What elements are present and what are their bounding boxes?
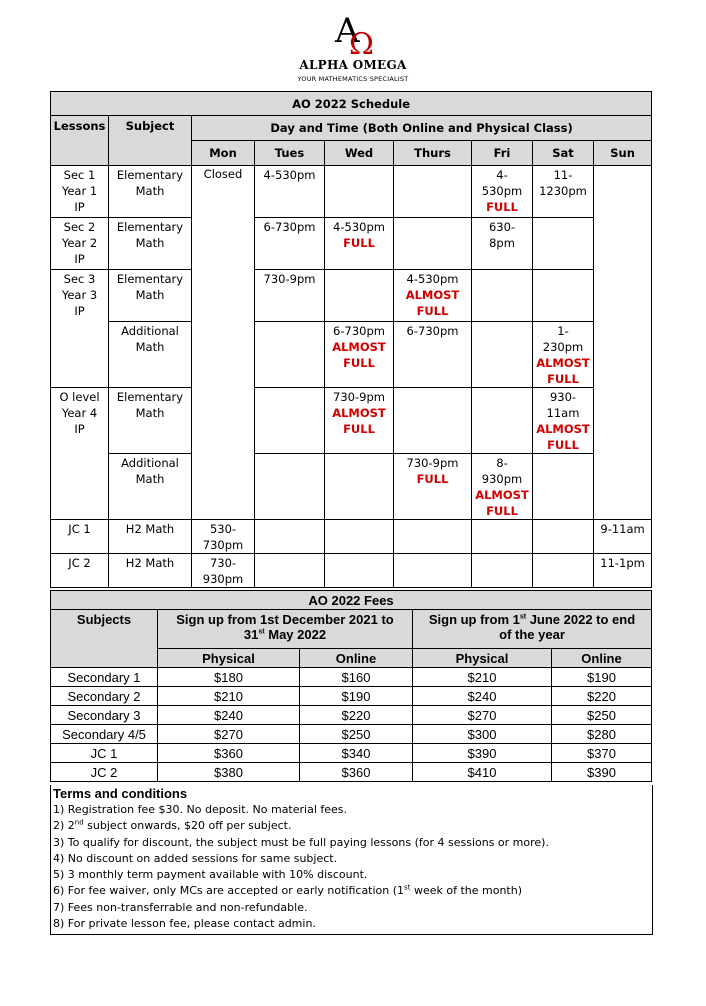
p2-physical-cell: $240	[413, 687, 552, 706]
schedule-title: AO 2022 Schedule	[51, 92, 652, 116]
subject-cell: Secondary 3	[51, 706, 158, 725]
day-header-wed: Wed	[325, 141, 394, 166]
term-item: 6) For fee waiver, only MCs are accepted or early notification (1st week of the month)	[53, 883, 522, 898]
wed-cell	[325, 554, 394, 588]
term-item: 2) 2nd subject onwards, $20 off per subject.	[53, 818, 292, 833]
subject-cell: Elementary Math	[109, 388, 192, 454]
p2-online-cell: $390	[552, 763, 652, 782]
subject-cell: JC 2	[51, 763, 158, 782]
wed-cell	[325, 520, 394, 554]
wed-cell	[325, 166, 394, 218]
tues-cell: 4-530pm	[255, 166, 325, 218]
p1-online-cell: $340	[300, 744, 413, 763]
brand-name: ALPHA OMEGA	[299, 58, 407, 72]
fees-row	[51, 706, 652, 725]
schedule-row	[51, 454, 652, 520]
subject-cell: Elementary Math	[109, 166, 192, 218]
day-header-fri: Fri	[472, 141, 533, 166]
sat-cell	[533, 218, 594, 270]
subject-cell: Secondary 4/5	[51, 725, 158, 744]
brand-tagline: YOUR MATHEMATICS SPECIALIST	[297, 75, 409, 83]
tues-cell: 730-9pm	[255, 270, 325, 322]
schedule-row	[51, 218, 652, 270]
p2-physical-cell: $300	[413, 725, 552, 744]
p1-physical-cell: $270	[158, 725, 300, 744]
sat-cell	[533, 270, 594, 322]
term-item: 7) Fees non-transferrable and non-refundable.	[53, 900, 308, 914]
p1-online-cell: $360	[300, 763, 413, 782]
p2-online-cell: $370	[552, 744, 652, 763]
subject-header: Subject	[109, 116, 192, 166]
term-item: 8) For private lesson fee, please contact admin.	[53, 917, 316, 931]
schedule-row	[51, 166, 652, 218]
wed-cell: 6-730pm ALMOST FULL	[325, 322, 394, 388]
fri-cell: 8- 930pm ALMOST FULL	[472, 454, 533, 520]
p1-physical-cell: $380	[158, 763, 300, 782]
thurs-cell: 6-730pm	[394, 322, 472, 388]
fri-cell	[472, 388, 533, 454]
p1-online-header: Online	[300, 649, 413, 668]
fri-cell	[472, 554, 533, 588]
period2-header: Sign up from 1st June 2022 to end of the year	[413, 610, 652, 649]
p2-online-cell: $280	[552, 725, 652, 744]
lesson-cell: JC 1	[51, 520, 109, 554]
p2-physical-header: Physical	[413, 649, 552, 668]
wed-cell: 4-530pm FULL	[325, 218, 394, 270]
day-header-tues: Tues	[255, 141, 325, 166]
thurs-cell	[394, 166, 472, 218]
subjects-header: Subjects	[51, 610, 158, 668]
lesson-cell: Sec 2 Year 2 IP	[51, 218, 109, 270]
mon-cell: 730- 930pm	[192, 554, 255, 588]
logo	[0, 0, 706, 90]
p1-physical-cell: $360	[158, 744, 300, 763]
p1-physical-header: Physical	[158, 649, 300, 668]
day-header-sun: Sun	[594, 141, 652, 166]
wed-cell	[325, 270, 394, 322]
fri-cell	[472, 520, 533, 554]
sat-cell: 11- 1230pm	[533, 166, 594, 218]
sat-cell	[533, 454, 594, 520]
p1-online-cell: $160	[300, 668, 413, 687]
lessons-header: Lessons	[51, 116, 109, 166]
period1-header: Sign up from 1st December 2021 to 31st May 2022	[158, 610, 413, 649]
fri-cell: 630- 8pm	[472, 218, 533, 270]
thurs-cell: 4-530pm ALMOST FULL	[394, 270, 472, 322]
subject-cell: H2 Math	[109, 554, 192, 588]
subject-cell: H2 Math	[109, 520, 192, 554]
p2-physical-cell: $390	[413, 744, 552, 763]
day-header-thurs: Thurs	[394, 141, 472, 166]
p1-physical-cell: $210	[158, 687, 300, 706]
sun-cell: 9-11am	[594, 520, 652, 554]
thurs-cell	[394, 520, 472, 554]
thurs-cell	[394, 388, 472, 454]
schedule-row	[51, 270, 652, 322]
tues-cell	[255, 520, 325, 554]
subject-cell: Additional Math	[109, 454, 192, 520]
term-item: 4) No discount on added sessions for same subject.	[53, 851, 338, 865]
p1-online-cell: $190	[300, 687, 413, 706]
subject-cell: Elementary Math	[109, 218, 192, 270]
tues-cell	[255, 554, 325, 588]
tues-cell	[255, 322, 325, 388]
p2-physical-cell: $410	[413, 763, 552, 782]
sun-cell: 11-1pm	[594, 554, 652, 588]
subject-cell: Secondary 2	[51, 687, 158, 706]
schedule-row	[51, 520, 652, 554]
tues-cell	[255, 454, 325, 520]
fees-row	[51, 763, 652, 782]
mon-cell: 530- 730pm	[192, 520, 255, 554]
p2-physical-cell: $270	[413, 706, 552, 725]
tues-cell	[255, 388, 325, 454]
p1-physical-cell: $240	[158, 706, 300, 725]
thurs-cell	[394, 218, 472, 270]
fees-row	[51, 687, 652, 706]
fri-cell	[472, 270, 533, 322]
subject-cell: JC 1	[51, 744, 158, 763]
fri-cell	[472, 322, 533, 388]
fees-row	[51, 668, 652, 687]
term-item: 3) To qualify for discount, the subject must be full paying lessons (for 4 sessions or more).	[53, 835, 549, 849]
day-header-sat: Sat	[533, 141, 594, 166]
term-item: 1) Registration fee $30. No deposit. No material fees.	[53, 803, 348, 816]
fri-cell: 4- 530pm FULL	[472, 166, 533, 218]
subject-cell: Elementary Math	[109, 270, 192, 322]
wed-cell: 730-9pm ALMOST FULL	[325, 388, 394, 454]
schedule-row	[51, 554, 652, 588]
p2-online-cell: $220	[552, 687, 652, 706]
sun-cell	[594, 166, 652, 520]
mon-closed-cell: Closed	[192, 166, 255, 520]
schedule-row	[51, 322, 652, 388]
p1-physical-cell: $180	[158, 668, 300, 687]
p2-online-cell: $250	[552, 706, 652, 725]
sat-cell	[533, 554, 594, 588]
p2-physical-cell: $210	[413, 668, 552, 687]
lesson-cell: Sec 3 Year 3 IP	[51, 270, 109, 388]
terms-title: Terms and conditions	[53, 786, 188, 801]
svg-text:Ω: Ω	[349, 27, 374, 58]
svg-text:A: A	[335, 11, 360, 51]
schedule-row	[51, 388, 652, 454]
day-time-header: Day and Time (Both Online and Physical Class)	[192, 116, 652, 141]
p2-online-header: Online	[552, 649, 652, 668]
fees-row	[51, 744, 652, 763]
subject-cell: Additional Math	[109, 322, 192, 388]
term-item: 5) 3 monthly term payment available with 10% discount.	[53, 868, 368, 882]
terms-box	[50, 785, 653, 935]
lesson-cell: Sec 1 Year 1 IP	[51, 166, 109, 218]
lesson-cell: O level Year 4 IP	[51, 388, 109, 520]
sat-cell: 1- 230pm ALMOST FULL	[533, 322, 594, 388]
p2-online-cell: $190	[552, 668, 652, 687]
thurs-cell	[394, 554, 472, 588]
fees-table	[50, 590, 652, 782]
alpha-omega-logo-icon	[325, 8, 385, 58]
sat-cell: 930- 11am ALMOST FULL	[533, 388, 594, 454]
fees-title: AO 2022 Fees	[51, 591, 652, 610]
tues-cell: 6-730pm	[255, 218, 325, 270]
schedule-table	[50, 91, 652, 588]
fees-row	[51, 725, 652, 744]
lesson-cell: JC 2	[51, 554, 109, 588]
p1-online-cell: $220	[300, 706, 413, 725]
sat-cell	[533, 520, 594, 554]
day-header-mon: Mon	[192, 141, 255, 166]
wed-cell	[325, 454, 394, 520]
subject-cell: Secondary 1	[51, 668, 158, 687]
thurs-cell: 730-9pm FULL	[394, 454, 472, 520]
p1-online-cell: $250	[300, 725, 413, 744]
